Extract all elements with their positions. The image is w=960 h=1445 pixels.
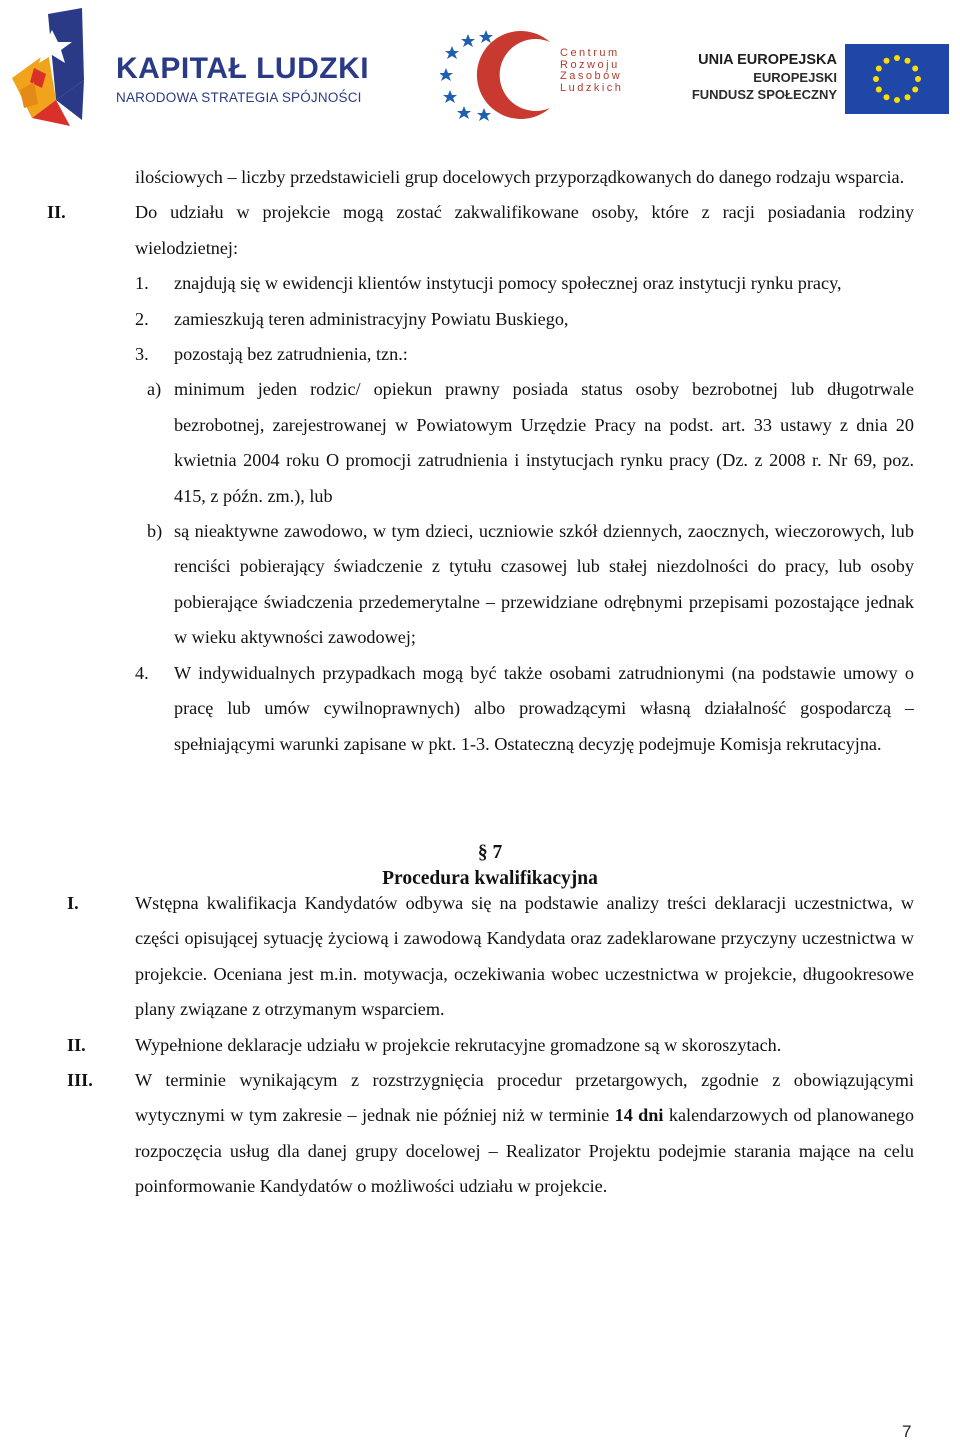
- procedure-marker: I.: [67, 892, 79, 913]
- section-ii-text: Do udziału w projekcie mogą zostać zakwalifikowane osoby, które z racji posiadania rodziny wielodzietnej:: [135, 202, 914, 258]
- efs-line-1: EUROPEJSKI: [753, 70, 837, 85]
- deadline-days: 14 dni: [614, 1105, 664, 1126]
- list-item-text: pozostają bez zatrudnienia, tzn.:: [174, 344, 408, 365]
- list-item-text: znajdują się w ewidencji klientów instytucji pomocy społecznej oraz instytucji rynku pracy,: [174, 273, 842, 294]
- sub-list-text: minimum jeden rodzic/ opiekun prawny posiada status osoby bezrobotnej lub długotrwale bezrobotnej, zarejestrowanej w Powiatowym Urzędzie Pracy na podst. art. 33 ustawy z dnia 20 kwietnia 2004 roku O promocji zatrudnienia i instytucjach rynku pracy (Dz. z 2008 r. Nr 69, poz. 415, z późn. zm.), lub: [174, 379, 914, 506]
- header-logos: [0, 0, 960, 130]
- eu-efs-text: [692, 52, 837, 103]
- procedure-text: W terminie wynikającym z rozstrzygnięcia procedur przetargowych, zgodnie z obowiązującymi wytycznymi w tym zakresie – jednak nie później niż w terminie: [135, 1069, 914, 1126]
- procedure-text: Wypełnione deklaracje udziału w projekcie rekrutacyjne gromadzone są w skoroszytach.: [135, 1034, 782, 1055]
- section-ii-marker: II.: [47, 202, 66, 223]
- kapital-ludzki-logo: [12, 8, 392, 126]
- list-item: [0, 302, 960, 337]
- list-item-number: 1.: [135, 273, 149, 294]
- list-item-text: zamieszkują teren administracyjny Powiatu Buskiego,: [174, 308, 569, 329]
- section-spacer: [0, 762, 960, 840]
- procedure-paragraph: [0, 1063, 960, 1205]
- crzl-line: Centrum: [560, 47, 620, 59]
- efs-line-2: FUNDUSZ SPOŁECZNY: [691, 87, 837, 102]
- procedure-text: kalendarzowych od planowanego rozpoczęcia usług dla danej grupy docelowej – Realizator Projektu podejmie starania mające na celu poinformowanie Kandydatów o możliwości udziału w projekcie.: [135, 1105, 914, 1197]
- eu-name: UNIA EUROPEJSKA: [698, 52, 837, 68]
- procedure-marker: II.: [67, 1034, 86, 1055]
- kapital-ludzki-subtitle: NARODOWA STRATEGIA SPÓJNOŚCI: [116, 90, 362, 105]
- crzl-name: [560, 48, 623, 94]
- crzl-logo: [440, 28, 640, 122]
- list-item-number: 2.: [135, 308, 149, 329]
- continuation-paragraph: ilościowych – liczby przedstawicieli grup docelowych przyporządkowanych do danego rodzaju wsparcia.: [135, 167, 905, 187]
- procedure-marker: III.: [67, 1069, 93, 1090]
- section-ii-paragraph: [0, 195, 960, 266]
- procedure-paragraph: [0, 886, 960, 1028]
- sub-list-letter: a): [147, 379, 162, 400]
- sub-list-item: [0, 372, 960, 514]
- kapital-ludzki-title: KAPITAŁ LUDZKI: [116, 52, 370, 85]
- crzl-emblem-icon: [440, 28, 560, 122]
- document-body: [0, 160, 960, 1205]
- list-item-text: W indywidualnych przypadkach mogą być także osobami zatrudnionymi (na podstawie umowy o pracę lub umów cywilnoprawnych) albo prowadzącymi własną działalność gospodarczą – spełniającymi warunki zapisane w pkt. 1-3. Ostateczną decyzję podejmuje Komisja rekrutacyjna.: [174, 662, 914, 754]
- page-number: 7: [902, 1422, 912, 1441]
- list-item-number: 3.: [135, 344, 149, 365]
- sub-list-text: są nieaktywne zawodowo, w tym dzieci, uczniowie szkół dziennych, zaocznych, wieczorowych, lub renciści pobierający świadczenie z tytułu czasowej lub stałej niezdolności do pracy, lub osoby pobierające świadczenia przedemerytalne – przewidziane odrębnymi przepisami pozostające jednak w wieku aktywności zawodowej;: [174, 521, 914, 648]
- crzl-line: Ludzkich: [560, 81, 624, 94]
- sub-list-letter: b): [147, 521, 163, 542]
- eu-flag-icon: [845, 44, 949, 114]
- list-item: [0, 337, 960, 372]
- eu-efs-logo: [685, 44, 955, 116]
- sub-list-item: [0, 514, 960, 656]
- crzl-line: Zasobów: [560, 70, 623, 82]
- list-item: [0, 266, 960, 301]
- kapital-ludzki-star-icon: [12, 8, 102, 126]
- procedure-paragraph: [0, 1028, 960, 1063]
- crzl-line: Rozwoju: [560, 58, 620, 71]
- list-item: [0, 656, 960, 762]
- list-item-number: 4.: [135, 662, 149, 683]
- procedure-text: Wstępna kwalifikacja Kandydatów odbywa się na podstawie analizy treści deklaracji uczestnictwa, w części opisującej sytuację życiową i zawodową Kandydata oraz zadeklarowane przyczyny uczestnictwa w projekcie. Oceniana jest m.in. motywacja, oczekiwania wobec uczestnictwa w projekcie, długookresowe plany związane z otrzymanym wsparciem.: [135, 892, 914, 1020]
- section-sign: § 7: [477, 841, 503, 863]
- section-title: Procedura kwalifikacyjna: [382, 867, 598, 889]
